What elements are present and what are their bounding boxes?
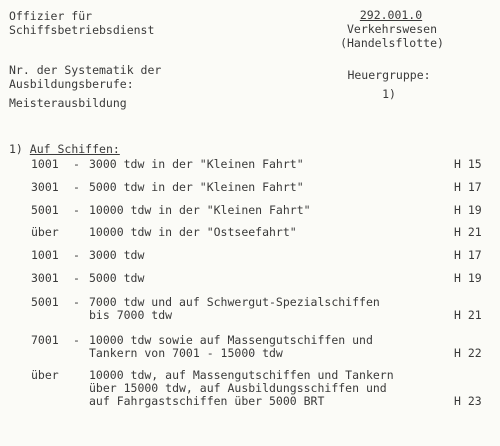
title-line-2: Schiffsbetriebsdienst (9, 23, 155, 37)
system-value: Meisterausbildung (9, 96, 127, 110)
sector-line-2: (Handelsflotte) (340, 36, 444, 50)
tonnage-from: 1001 (31, 248, 59, 262)
tonnage-description: 10000 tdw sowie auf Massengutschiffen und Tankern von 7001 - 15000 tdw (89, 333, 373, 360)
profession-code: 292.001.0 (359, 8, 423, 22)
heuer-group: H 17 (454, 180, 482, 194)
tonnage-description: 10000 tdw in der "Ostseefahrt" (89, 225, 297, 239)
tonnage-from: über (31, 368, 59, 382)
tonnage-from: über (31, 225, 59, 239)
section-title: Auf Schiffen: (29, 142, 120, 156)
tonnage-description: 7000 tdw und auf Schwergut-Spezialschiffen bis 7000 tdw (89, 295, 380, 322)
sector-line-1: Verkehrswesen (346, 22, 437, 36)
heuer-group: H 22 (454, 346, 482, 360)
tonnage-from: 1001 (31, 157, 59, 171)
tonnage-from: 3001 (31, 271, 59, 285)
tonnage-from: 3001 (31, 180, 59, 194)
range-dash: - (73, 271, 80, 285)
tonnage-description: 5000 tdw in der "Kleinen Fahrt" (89, 180, 304, 194)
tonnage-description: 3000 tdw (89, 248, 145, 262)
heuer-group: H 21 (454, 225, 482, 239)
range-dash: - (73, 248, 80, 262)
heuer-group: H 21 (454, 308, 482, 322)
range-dash: - (73, 295, 80, 309)
range-dash: - (73, 180, 80, 194)
tonnage-description: 3000 tdw in der "Kleinen Fahrt" (89, 157, 304, 171)
system-label-line-2: Ausbildungsberufe: (9, 77, 134, 91)
section-heading (9, 143, 120, 156)
range-dash: - (73, 333, 80, 347)
tonnage-description: 10000 tdw, auf Massengutschiffen und Tankern über 15000 tdw, auf Ausbildungsschiffen und auf Fahrgastschiffen über 5000 BRT (89, 368, 394, 408)
heuer-value: 1) (382, 87, 396, 101)
tonnage-description: 10000 tdw in der "Kleinen Fahrt" (89, 203, 311, 217)
heuer-group: H 17 (454, 248, 482, 262)
heuer-group: H 23 (454, 394, 482, 408)
range-dash: - (73, 203, 80, 217)
heuer-group: H 19 (454, 271, 482, 285)
heuer-label: Heuergruppe: (347, 68, 431, 82)
title-line-1: Offizier für (9, 9, 93, 23)
range-dash: - (73, 157, 80, 171)
tonnage-from: 5001 (31, 295, 59, 309)
heuer-group: H 19 (454, 203, 482, 217)
tonnage-from: 5001 (31, 203, 59, 217)
tonnage-from: 7001 (31, 333, 59, 347)
section-number: 1) (9, 142, 23, 156)
system-label-line-1: Nr. der Systematik der (9, 63, 162, 77)
heuer-group: H 15 (454, 157, 482, 171)
tonnage-description: 5000 tdw (89, 271, 145, 285)
